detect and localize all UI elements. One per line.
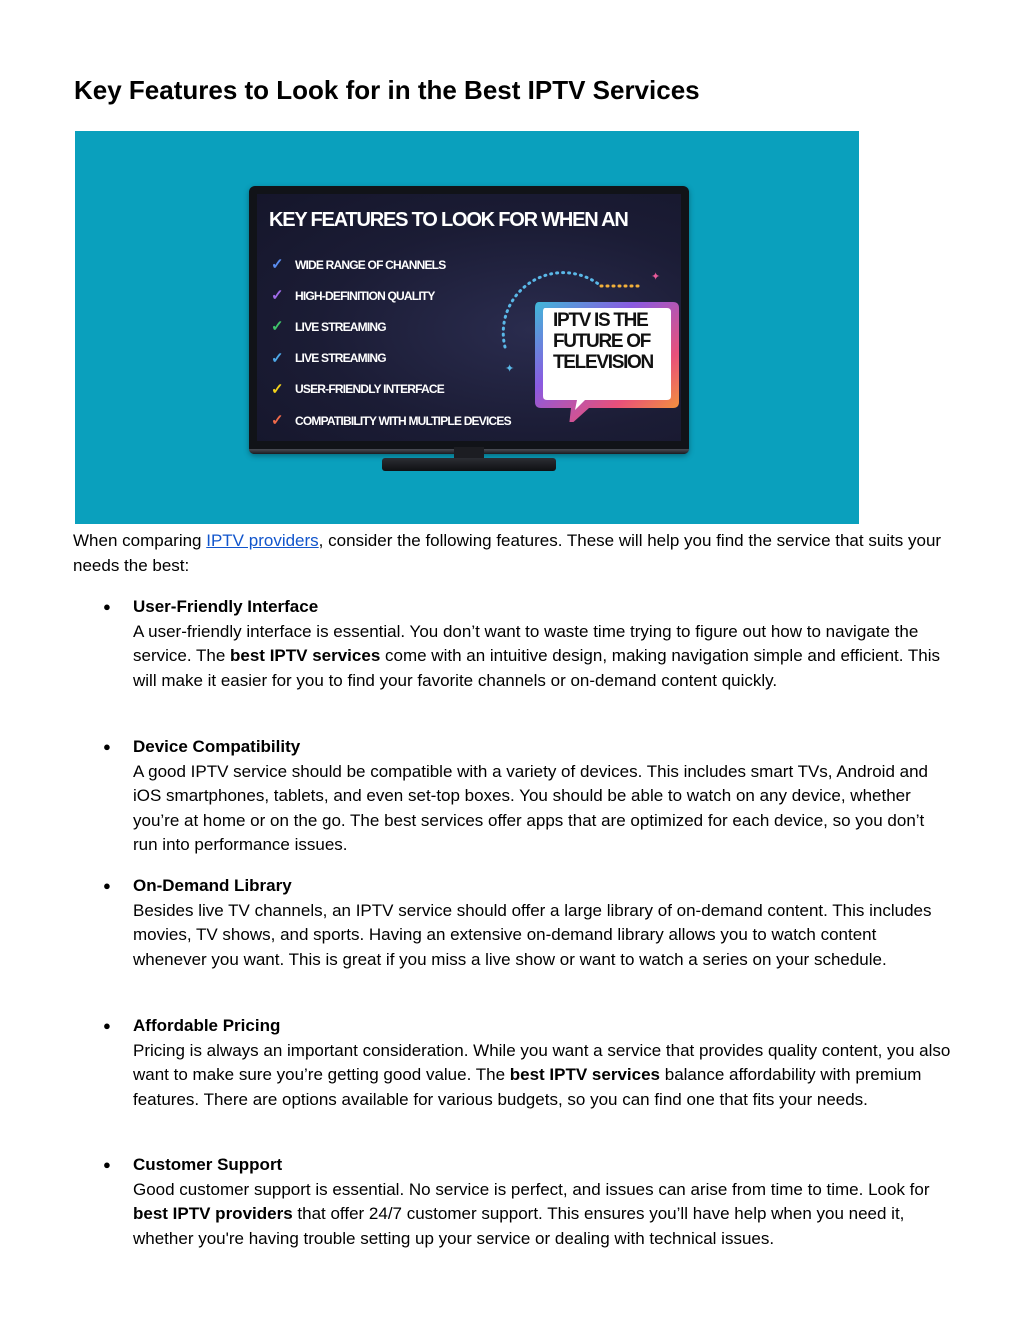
feature-text: Pricing is always an important consideration. While you want a service that provides quality content, you also want to make sure you’re getting good value. The bbox=[133, 1040, 951, 1084]
feature-text: Good customer support is essential. No service is perfect, and issues can arise from time to time. Look for bbox=[133, 1179, 930, 1199]
checklist-item bbox=[271, 249, 511, 280]
checklist-item bbox=[271, 374, 511, 405]
intro-text-after: , consider the following features. These will help you find the service that suits your needs the best: bbox=[73, 531, 942, 575]
sparkle-icon: ✦ bbox=[505, 363, 515, 375]
check-icon: ✓ bbox=[271, 412, 284, 430]
feature-body bbox=[133, 735, 953, 858]
page-title: Key Features to Look for in the Best IPTV Services bbox=[74, 75, 700, 105]
intro-paragraph bbox=[73, 529, 953, 578]
feature-bold-text: best IPTV services bbox=[230, 646, 381, 665]
feature-title: User-Friendly Interface bbox=[133, 597, 319, 616]
feature-text: balance affordability with premium features. There are options available for various budgets, so you can find one that fits your needs. bbox=[133, 1065, 922, 1109]
feature-body bbox=[133, 595, 953, 693]
sparkle-icon: ✦ bbox=[651, 271, 661, 283]
checklist-item-label: LIVE STREAMING bbox=[295, 319, 386, 334]
bubble-line: IPTV IS THE bbox=[553, 310, 648, 331]
bubble-text bbox=[553, 310, 673, 373]
tv-screen bbox=[257, 194, 681, 441]
hero-image bbox=[75, 131, 859, 524]
feature-bold-text: best IPTV services bbox=[509, 1065, 661, 1084]
iptv-providers-link[interactable]: IPTV providers bbox=[206, 531, 319, 550]
feature-text: come with an intuitive design, making navigation simple and efficient. This will make it easier for you to find your favorite channels or on-demand content quickly. bbox=[133, 646, 941, 690]
speech-bubble bbox=[491, 262, 681, 422]
screen-heading: KEY FEATURES TO LOOK FOR WHEN AN bbox=[269, 209, 628, 231]
tv-bezel bbox=[249, 186, 689, 454]
bullet-icon: ● bbox=[103, 1157, 111, 1172]
check-icon: ✓ bbox=[271, 349, 284, 367]
bullet-icon: ● bbox=[103, 1018, 111, 1033]
feature-text: A user-friendly interface is essential. You don’t want to waste time trying to figure out how to navigate the service. The bbox=[133, 621, 919, 665]
feature-title: Affordable Pricing bbox=[133, 1016, 281, 1035]
tv-stand-base bbox=[382, 458, 556, 471]
feature-text: that offer 24/7 customer support. This ensures you’ll have help when you need it, whether you're having trouble setting up your service or dealing with technical issues. bbox=[133, 1204, 905, 1248]
bubble-line: FUTURE OF bbox=[553, 331, 651, 352]
bullet-icon: ● bbox=[103, 878, 111, 893]
feature-text: A good IPTV service should be compatible with a variety of devices. This includes smart TVs, Android and iOS smartphones, tablets, and even set-top boxes. You should be able to watch on any device, whether you’re at home or on the go. The best services offer apps that are optimized for each device, so you don’t run into performance issues. bbox=[133, 761, 928, 854]
screen-checklist bbox=[271, 249, 511, 436]
checklist-item-label: USER-FRIENDLY INTERFACE bbox=[295, 382, 444, 397]
feature-title: On-Demand Library bbox=[133, 876, 292, 895]
check-icon: ✓ bbox=[271, 256, 284, 274]
bullet-icon: ● bbox=[103, 739, 111, 754]
checklist-item bbox=[271, 405, 511, 436]
checklist-item-label: HIGH-DEFINITION QUALITY bbox=[295, 288, 435, 303]
feature-body bbox=[133, 874, 953, 972]
feature-title: Customer Support bbox=[133, 1155, 283, 1174]
checklist-item bbox=[271, 280, 511, 311]
intro-text-before: When comparing bbox=[73, 531, 207, 550]
checklist-item-label: WIDE RANGE OF CHANNELS bbox=[295, 257, 446, 272]
feature-body bbox=[133, 1014, 953, 1112]
bubble-line: TELEVISION bbox=[553, 352, 653, 373]
feature-title: Device Compatibility bbox=[133, 737, 301, 756]
checklist-item bbox=[271, 311, 511, 342]
checklist-item-label: LIVE STREAMING bbox=[295, 351, 386, 366]
feature-bold-text: best IPTV providers bbox=[133, 1204, 293, 1223]
check-icon: ✓ bbox=[271, 287, 284, 305]
check-icon: ✓ bbox=[271, 380, 284, 398]
check-icon: ✓ bbox=[271, 318, 284, 336]
feature-body bbox=[133, 1153, 953, 1251]
checklist-item-label: COMPATIBILITY WITH MULTIPLE DEVICES bbox=[295, 413, 511, 428]
bullet-icon: ● bbox=[103, 599, 111, 614]
checklist-item bbox=[271, 343, 511, 374]
feature-text: Besides live TV channels, an IPTV service should offer a large library of on-demand content. This includes movies, TV shows, and sports. Having an extensive on-demand library allows you to watch content whenever you want. This is great if you miss a live show or want to watch a series on your schedule. bbox=[133, 900, 932, 969]
